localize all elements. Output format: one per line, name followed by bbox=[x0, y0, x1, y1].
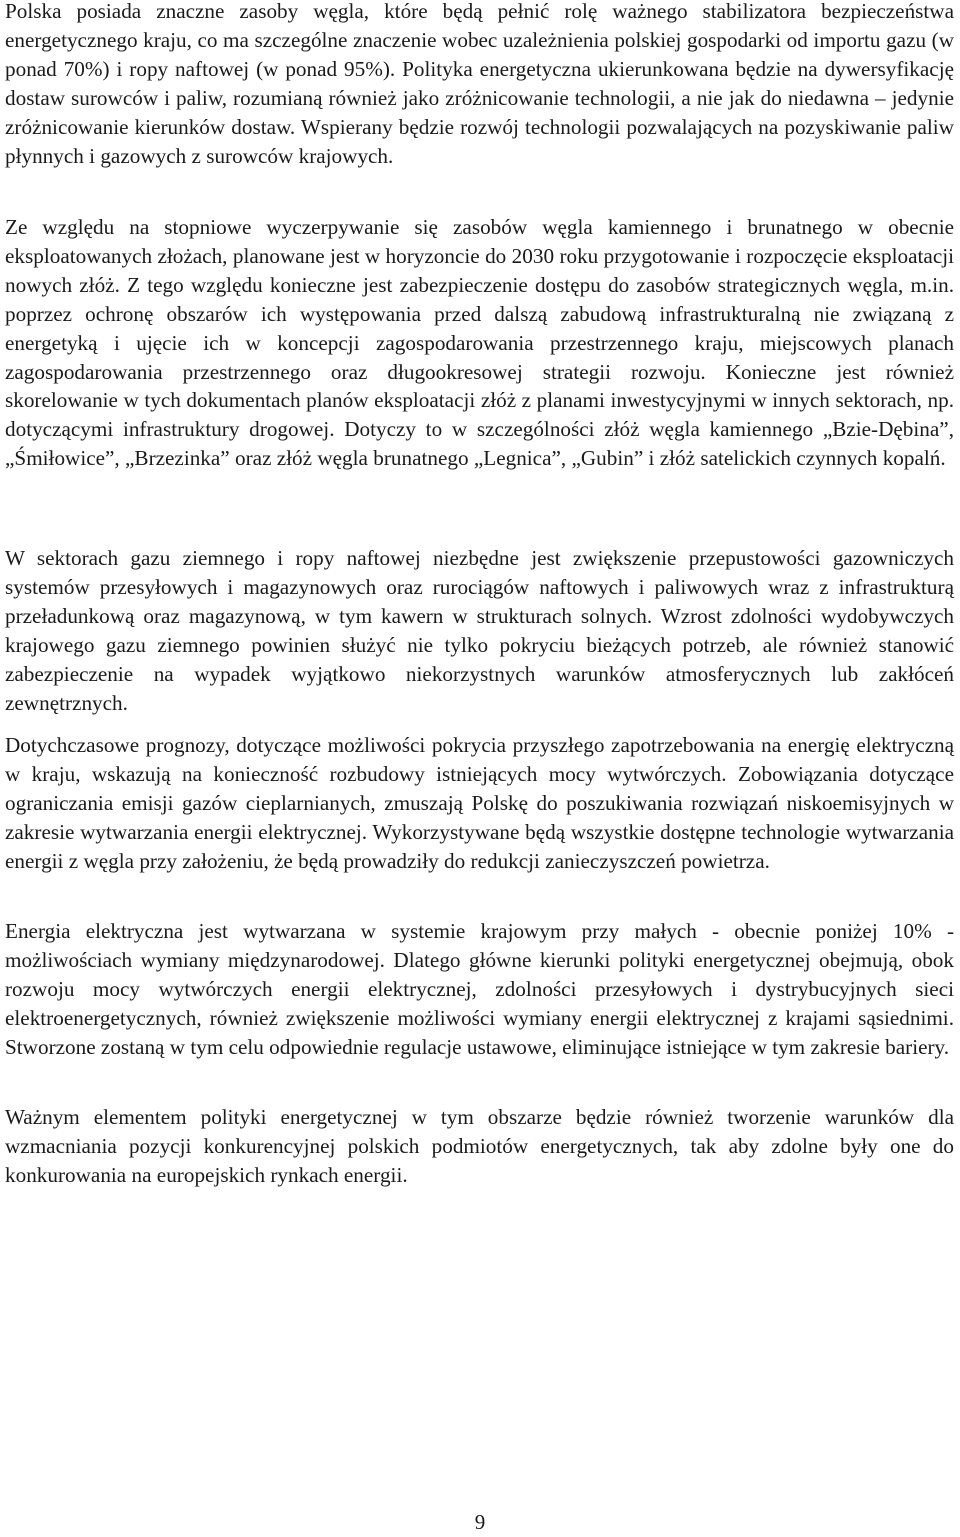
paragraph: Ważnym elementem polityki energetycznej w tym obszarze będzie również tworzenie warunków dla wzmacniania pozycji konkurencyjnej polskich podmiotów energetycznych, tak aby zdolne były one do konkurowania na europejskich rynkach energii. bbox=[5, 1105, 954, 1187]
paragraph: Ze względu na stopniowe wyczerpywanie się zasobów węgla kamiennego i brunatnego w obecnie eksploatowanych złożach, planowane jest w horyzoncie do 2030 roku przygotowanie i rozpoczęcie eksploatacji nowych złóż. Z tego względu konieczne jest zabezpieczenie dostępu do zasobów strategicznych węgla, m.in. poprzez ochronę obszarów ich występowania przed dalszą zabudową infrastrukturalną nie związaną z energetyką i ujęcie ich w koncepcji zagospodarowania przestrzennego kraju, miejscowych planach zagospodarowania przestrzennego oraz długookresowej strategii rozwoju. Konieczne jest również skorelowanie w tych dokumentach planów eksploatacji złóż z planami inwestycyjnymi w innych sektorach, np. dotyczącymi infrastruktury drogowej. Dotyczy to w szczególności złóż węgla kamiennego „Bzie-Dębina”, „Śmiłowice”, „Brzezinka” oraz złóż węgla brunatnego „Legnica”, „Gubin” i złóż satelickich czynnych kopalń. bbox=[5, 215, 954, 471]
paragraph: W sektorach gazu ziemnego i ropy naftowej niezbędne jest zwiększenie przepustowości gazowniczych systemów przesyłowych i magazynowych oraz rurociągów naftowych i paliwowych wraz z infrastrukturą przeładunkową oraz magazynową, w tym kawern w strukturach solnych. Wzrost zdolności wydobywczych krajowego gazu ziemnego powinien służyć nie tylko pokryciu bieżących potrzeb, ale również stanowić zabezpieczenie na wypadek wyjątkowo niekorzystnych warunków atmosferycznych lub zakłóceń zewnętrznych. bbox=[5, 546, 954, 715]
paragraph: Energia elektryczna jest wytwarzana w systemie krajowym przy małych - obecnie poniżej 10% - możliwościach wymiany międzynarodowej. Dlatego główne kierunki polityki energetycznej obejmują, obok rozwoju mocy wytwórczych energii elektrycznej, zdolności przesyłowych i dystrybucyjnych sieci elektroenergetycznych, również zwiększenie możliwości wymiany energii elektrycznej z krajami sąsiednimi. Stworzone zostaną w tym celu odpowiednie regulacje ustawowe, eliminujące istniejące w tym zakresie bariery. bbox=[5, 919, 954, 1059]
paragraph: Dotychczasowe prognozy, dotyczące możliwości pokrycia przyszłego zapotrzebowania na energię elektryczną w kraju, wskazują na konieczność rozbudowy istniejących mocy wytwórczych. Zobowiązania dotyczące ograniczania emisji gazów cieplarnianych, zmuszają Polskę do poszukiwania rozwiązań niskoemisyjnych w zakresie wytwarzania energii elektrycznej. Wykorzystywane będą wszystkie dostępne technologie wytwarzania energii z węgla przy założeniu, że będą prowadziły do redukcji zanieczyszczeń powietrza. bbox=[5, 733, 954, 873]
paragraph: Polska posiada znaczne zasoby węgla, które będą pełnić rolę ważnego stabilizatora bezpieczeństwa energetycznego kraju, co ma szczególne znaczenie wobec uzależnienia polskiej gospodarki od importu gazu (w ponad 70%) i ropy naftowej (w ponad 95%). Polityka energetyczna ukierunkowana będzie na dywersyfikację dostaw surowców i paliw, rozumianą również jako zróżnicowanie technologii, a nie jak do niedawna – jedynie zróżnicowanie kierunków dostaw. Wspierany będzie rozwój technologii pozwalających na pozyskiwanie paliw płynnych i gazowych z surowców krajowych. bbox=[5, 0, 954, 168]
page-number: 9 bbox=[474, 1510, 486, 1534]
